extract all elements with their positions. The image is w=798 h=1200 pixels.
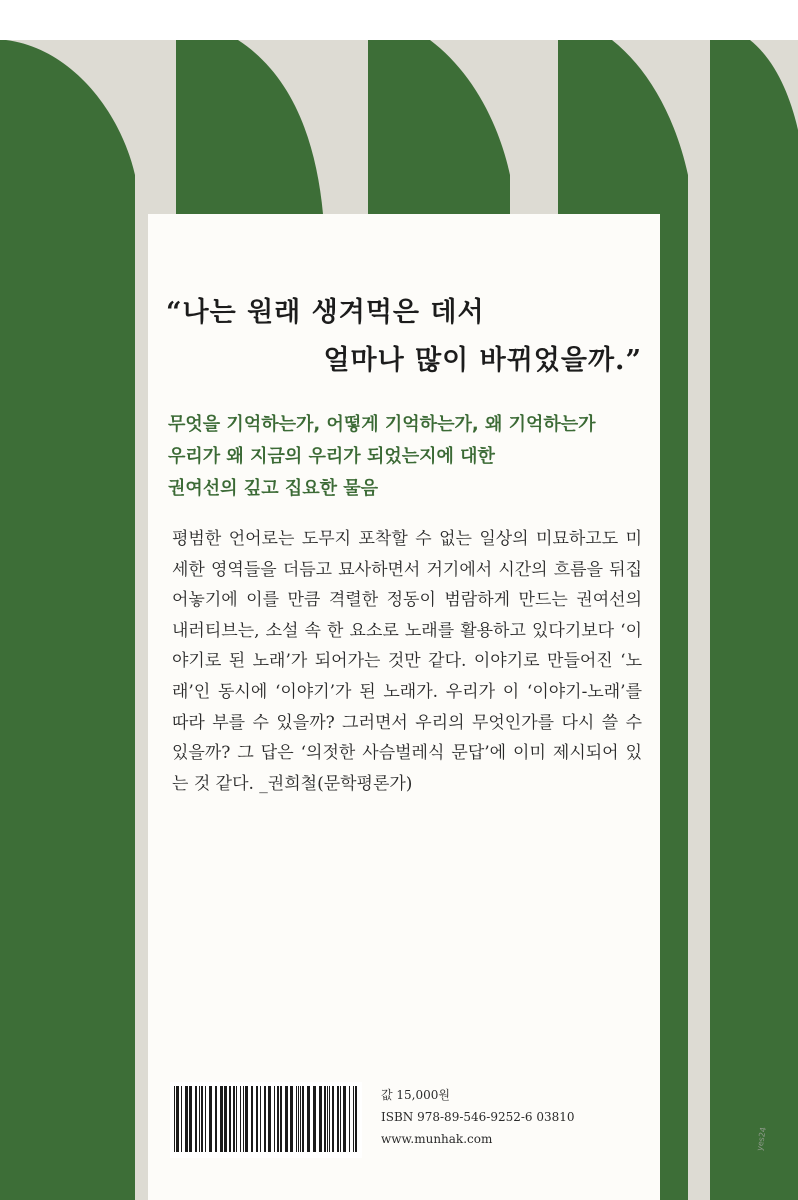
green-arch-5 [710,40,798,1200]
headline-quote-line-1: “나는 원래 생겨먹은 데서 [166,297,485,328]
subtitle-line-3: 권여선의 깊고 집요한 물음 [168,478,379,499]
price-label: 값 15,000원 [381,1088,450,1102]
publisher-website: www.munhak.com [381,1132,493,1146]
subtitle-line-1: 무엇을 기억하는가, 어떻게 기억하는가, 왜 기억하는가 [168,414,596,435]
headline-quote-line-2: 얼마나 많이 바뀌었을까.” [323,345,642,376]
text-panel [148,214,660,1200]
green-arch-2 [176,40,323,214]
subtitle-line-2: 우리가 왜 지금의 우리가 되었는지에 대한 [168,446,495,467]
isbn-number: ISBN 978-89-546-9252-6 03810 [381,1110,575,1124]
watermark-text: yes24 [755,1126,769,1152]
critic-review: 평범한 언어로는 도무지 포착할 수 없는 일상의 미묘하고도 미세한 영역들을 더듬고 묘사하면서 거기에서 시간의 흐름을 뒤집어놓기에 이를 만큼 격렬한 정동이 범람하게 만드는 권여선의 내러티브는, 소설 속 한 요소로 노래를 활용하고 있다기보다 ‘이야기로 된 노래’가 되어가는 것만 같다. 이야기로 만들어진 ‘노래’인 동시에 ‘이야기’가 된 노래가. 우리가 이 ‘이야기-노래’를 따라 부를 수 있을까? 그러면서 우리의 무엇인가를 다시 쓸 수 있을까? 그 답은 ‘의젓한 사슴벌레식 문답’에 이미 제시되어 있는 것 같다. _권희철(문학평론가) [172,529,642,794]
green-arch-1 [0,40,135,1200]
isbn-barcode [170,1082,362,1158]
green-arch-3 [368,40,510,214]
publication-info [381,1084,575,1150]
